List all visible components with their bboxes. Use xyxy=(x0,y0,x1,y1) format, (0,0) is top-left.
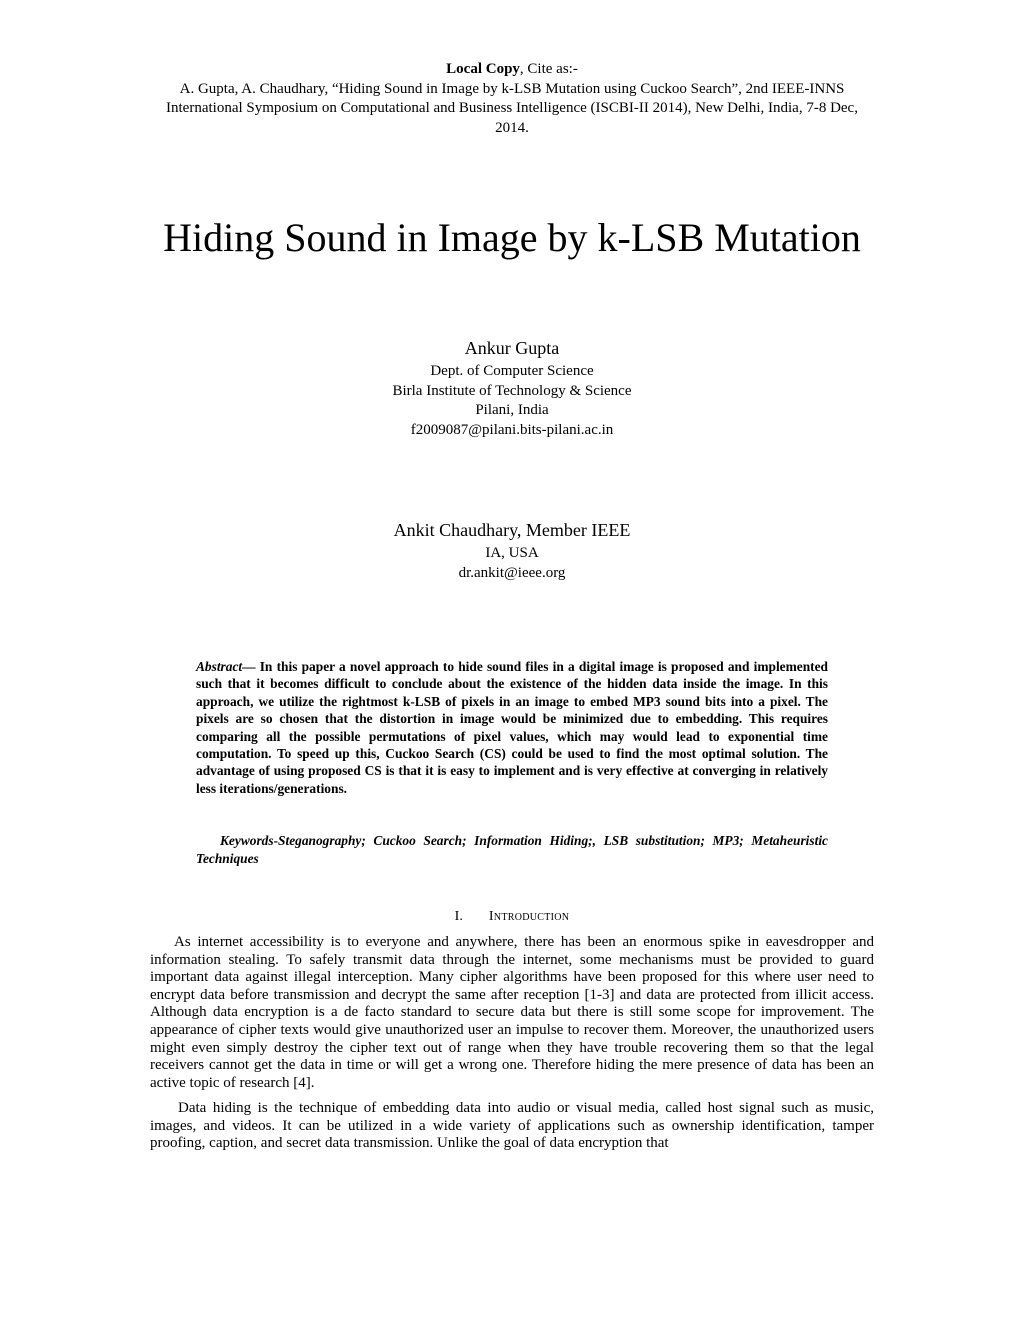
citation-block xyxy=(150,60,874,138)
citation-label: Local Copy xyxy=(446,61,520,77)
abstract xyxy=(196,658,828,797)
section-title: Introduction xyxy=(488,909,570,924)
abstract-dash: — xyxy=(242,659,256,674)
author-email: dr.ankit@ieee.org xyxy=(458,564,566,581)
author-block xyxy=(200,518,824,583)
abstract-text: In this paper a novel approach to hide sound files in a digital image is proposed and implemented such that it becomes difficult to conclude about the existence of the hidden data inside the image. In this approach, we utilize the rightmost k-LSB of pixels in an image to embed MP3 sound bits into a pixel. The pixels are so chosen that the distortion in image would be minimized due to embedding. This requires comparing all the possible permutations of pixel values, which may would lead to exponential time computation. To speed up this, Cuckoo Search (CS) could be used to find the most optimal solution. The advantage of using proposed CS is that it is easy to implement and is very effective at converging in relatively less iterations/generations. xyxy=(196,659,828,796)
paper-title: Hiding Sound in Image by k-LSB Mutation xyxy=(163,215,861,260)
author-email: f2009087@pilani.bits-pilani.ac.in xyxy=(410,421,614,438)
section-heading xyxy=(150,908,874,926)
body-paragraph: As internet accessibility is to everyone and anywhere, there has been an enormous spike in eavesdropper and information stealing. To safely transmit data through the internet, some mechanisms must be provided to guard important data against illegal interception. Many cipher algorithms have been proposed for this where user need to encrypt data before transmission and decrypt the same after reception [1-3] and data are protected from illicit access. Although data encryption is a de facto standard to secure data but there is still some scope for improvement. The appearance of cipher texts would give unauthorized user an impulse to recover them. Moreover, the unauthorized users might even simply destroy the cipher text out of range when they have trouble recovering them so that the legal receivers cannot get the data in time or will get a wrong one. Therefore hiding the mere presence of data has been an active topic of research [4]. xyxy=(150,934,874,1091)
citation-text: A. Gupta, A. Chaudhary, “Hiding Sound in Image by k-LSB Mutation using Cuckoo Search”, 2nd IEEE-INNS International Symposium on Computational and Business Intelligence (ISCBI-II 2014), New Delhi, India, 7-8 Dec, 2014. xyxy=(166,80,858,136)
author-location: IA, USA xyxy=(485,545,539,561)
abstract-label: Abstract xyxy=(196,659,243,674)
author-name: Ankur Gupta xyxy=(464,338,560,358)
author-department: Dept. of Computer Science xyxy=(430,363,594,379)
citation-header xyxy=(150,60,874,80)
section-number: I. xyxy=(454,909,463,924)
body-paragraph: Data hiding is the technique of embedding data into audio or visual media, called host signal such as music, images, and videos. It can be utilized in a wide variety of applications such as ownership identification, tamper proofing, caption, and secret data transmission. Unlike the goal of data encryption that xyxy=(150,1100,874,1152)
author-name: Ankit Chaudhary, Member IEEE xyxy=(393,520,631,540)
author-block xyxy=(200,336,824,440)
citation-suffix: , Cite as:- xyxy=(519,61,578,77)
author-location: Pilani, India xyxy=(475,402,549,418)
author-institution: Birla Institute of Technology & Science xyxy=(392,382,632,399)
keywords: Keywords-Steganography; Cuckoo Search; Information Hiding;, LSB substitution; MP3; Metaheuristic Techniques xyxy=(196,833,828,866)
